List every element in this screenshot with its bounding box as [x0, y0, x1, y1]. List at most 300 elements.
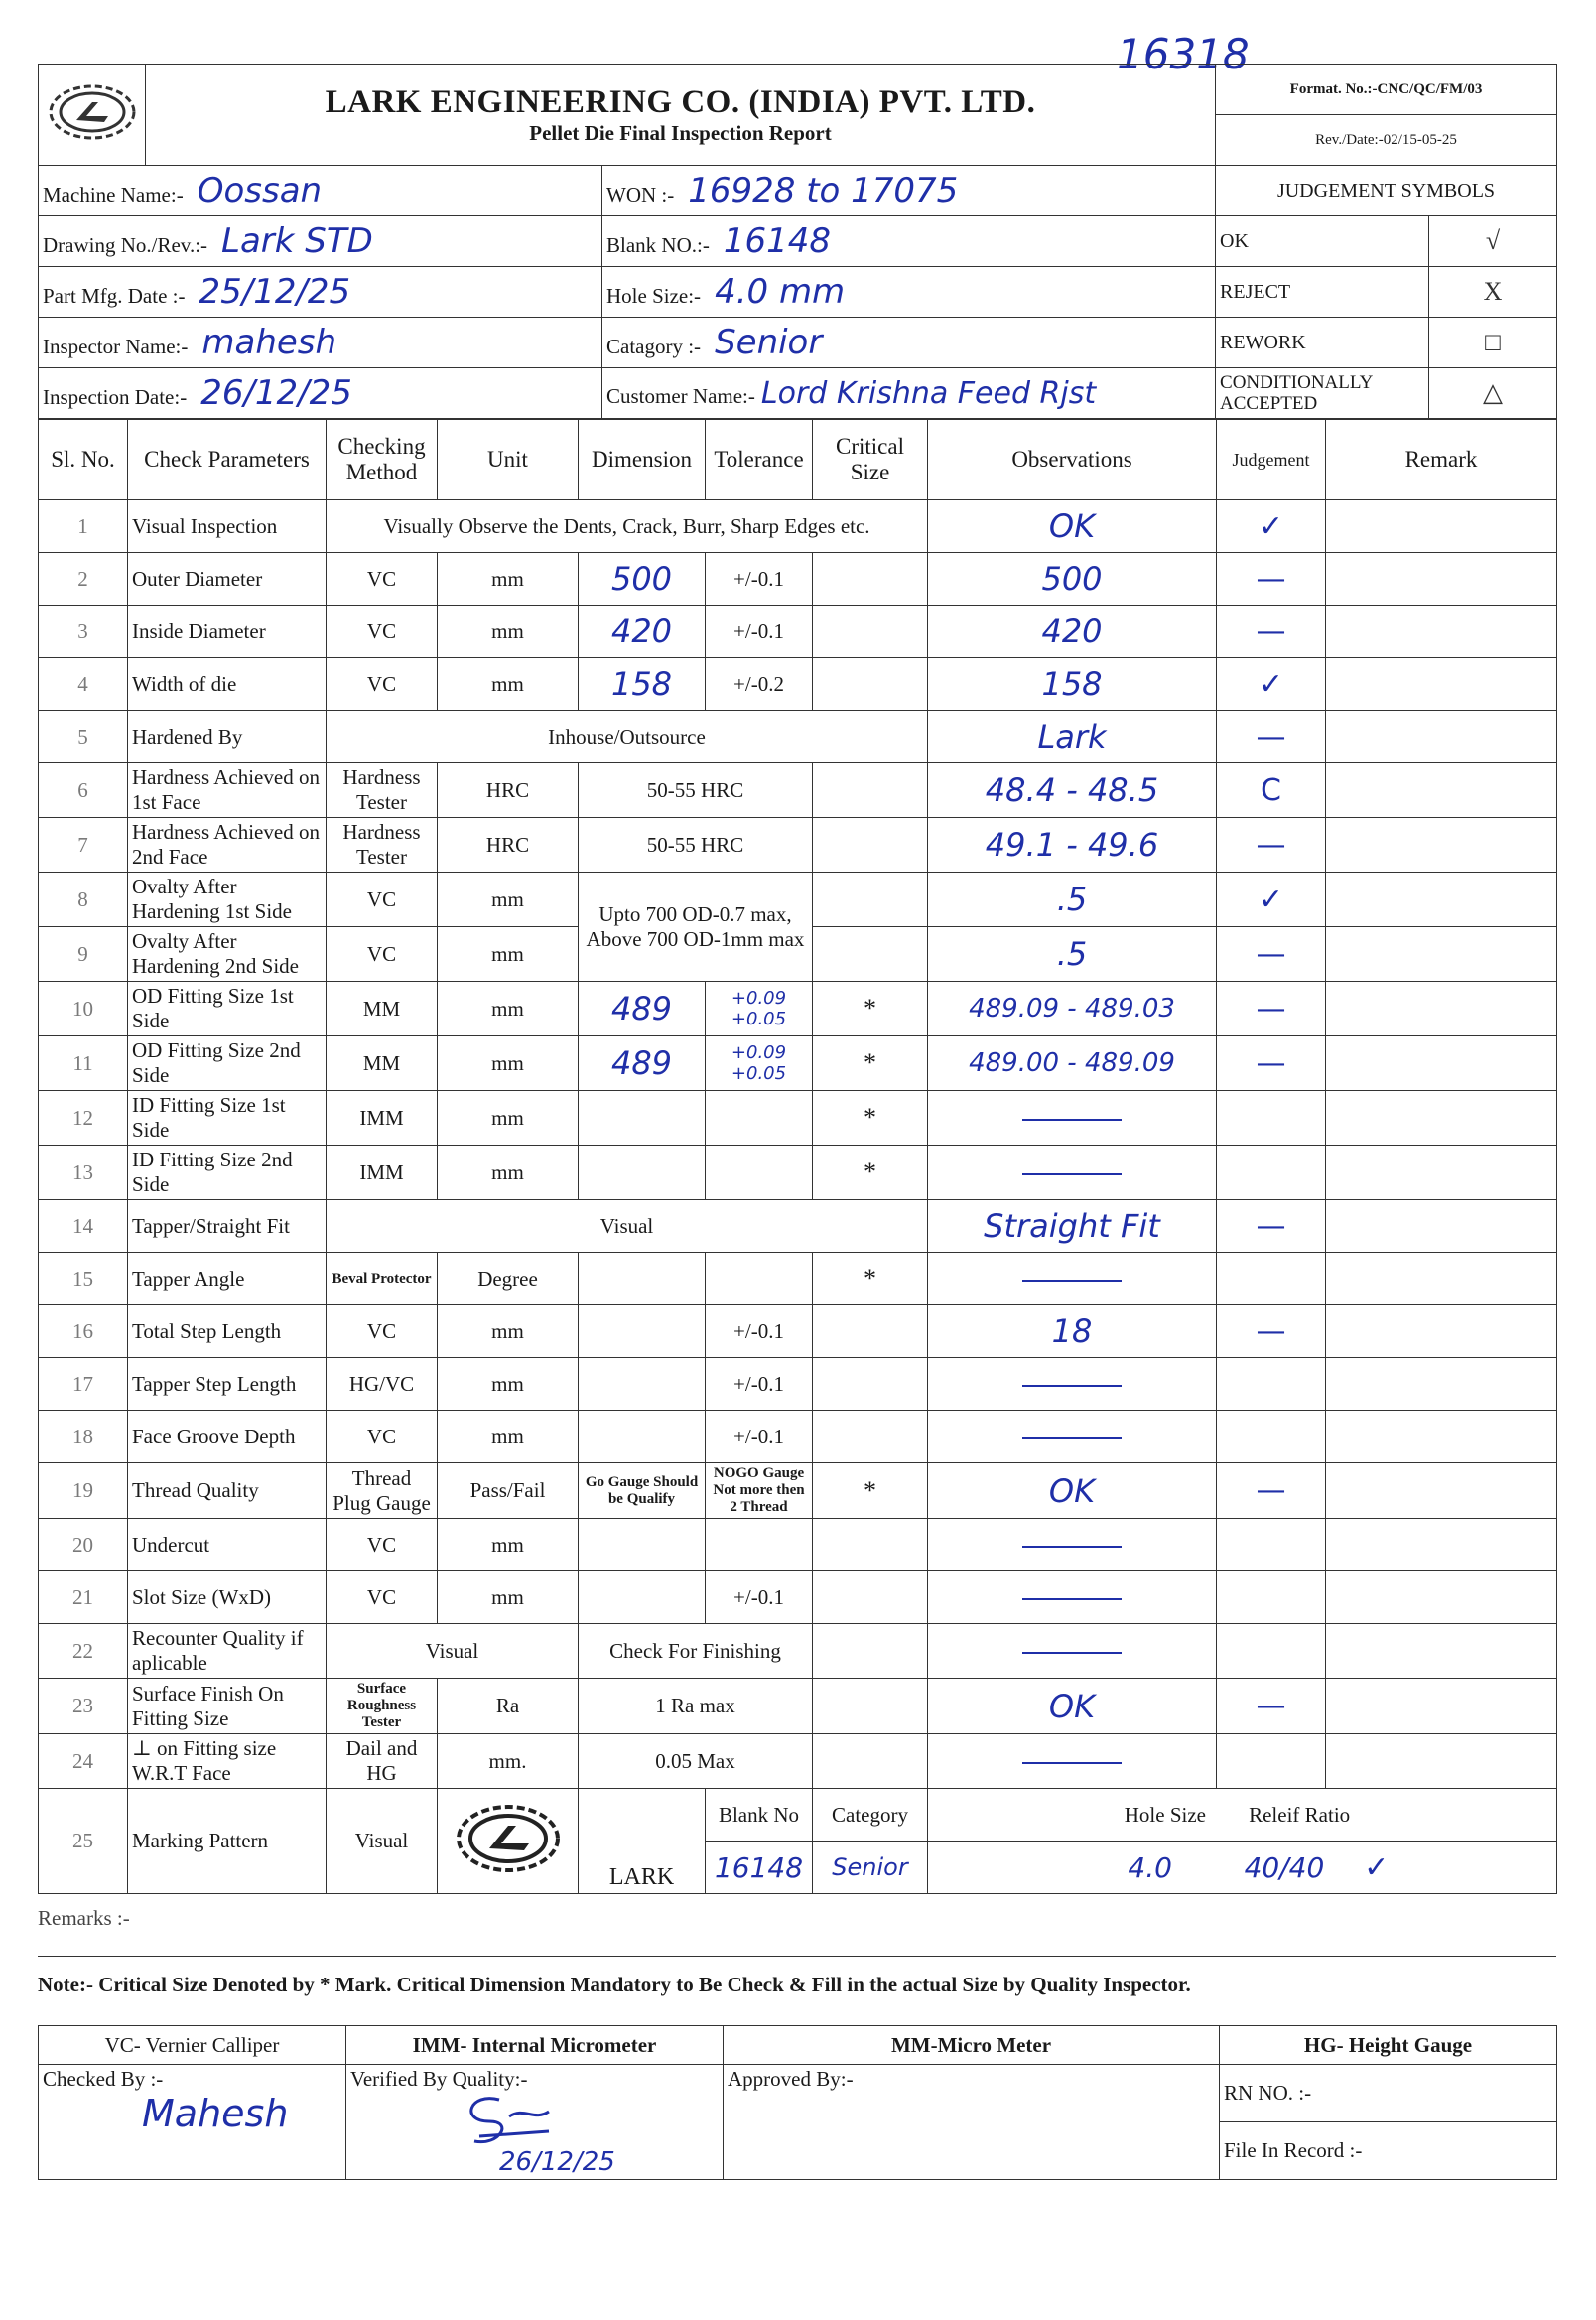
row-observation: OK — [928, 1679, 1217, 1734]
row-judgement: ✓ — [1217, 873, 1326, 927]
row-remark — [1326, 553, 1557, 606]
marking-logo-text: LARK — [579, 1789, 706, 1894]
symbol-ok-label: OK — [1216, 216, 1429, 267]
table-row — [39, 1679, 1557, 1734]
row-sl: 8 — [39, 873, 128, 927]
table-row — [39, 711, 1557, 763]
row-remark — [1326, 1091, 1557, 1146]
row-critical: * — [813, 1036, 928, 1091]
marking-hole-relief — [928, 1842, 1557, 1894]
row-sl: 5 — [39, 711, 128, 763]
row-critical: * — [813, 982, 928, 1036]
row-sl: 4 — [39, 658, 128, 711]
row-unit: mm — [438, 1146, 579, 1200]
observation-dash — [1022, 1598, 1122, 1600]
row-parameter: ID Fitting Size 2nd Side — [128, 1146, 327, 1200]
row-method: VC — [327, 658, 438, 711]
company-name: LARK ENGINEERING CO. (INDIA) PVT. LTD. — [325, 83, 1036, 120]
row-sl: 11 — [39, 1036, 128, 1091]
row-observation: 500 — [928, 553, 1217, 606]
row-sl: 14 — [39, 1200, 128, 1253]
legend-vc: VC- Vernier Calliper — [39, 2026, 346, 2065]
observation-dash — [1022, 1546, 1122, 1548]
row-sl: 24 — [39, 1734, 128, 1789]
col-dimension: Dimension — [579, 420, 706, 500]
row-method: HG/VC — [327, 1358, 438, 1411]
row-observation: 489.00 - 489.09 — [928, 1036, 1217, 1091]
row-remark — [1326, 658, 1557, 711]
row-remark — [1326, 1253, 1557, 1305]
row-merged-spec: Visual — [327, 1200, 928, 1253]
row-tolerance: +/-0.2 — [706, 658, 813, 711]
verified-by-cell — [346, 2065, 724, 2180]
row-remark — [1326, 982, 1557, 1036]
row-dimension-tolerance: 0.05 Max — [579, 1734, 813, 1789]
revision-date: Rev./Date:-02/15-05-25 — [1216, 115, 1557, 166]
row-sl: 13 — [39, 1146, 128, 1200]
table-row — [39, 1253, 1557, 1305]
table-row — [39, 1734, 1557, 1789]
col-checking-method: Checking Method — [327, 420, 438, 500]
row-remark — [1326, 1624, 1557, 1679]
row-sl: 20 — [39, 1519, 128, 1571]
row-judgement — [1217, 1734, 1326, 1789]
col-observations: Observations — [928, 420, 1217, 500]
table-row — [39, 1200, 1557, 1253]
row-sl: 25 — [39, 1789, 128, 1894]
row-dimension — [579, 1571, 706, 1624]
observation-dash — [1022, 1385, 1122, 1387]
row-sl: 7 — [39, 818, 128, 873]
observation-dash — [1022, 1762, 1122, 1764]
row-remark — [1326, 500, 1557, 553]
row-observation: Lark — [928, 711, 1217, 763]
row-observation: 158 — [928, 658, 1217, 711]
observation-dash — [1022, 1437, 1122, 1439]
col-remark: Remark — [1326, 420, 1557, 500]
row-observation: 49.1 - 49.6 — [928, 818, 1217, 873]
row-parameter: Surface Finish On Fitting Size — [128, 1679, 327, 1734]
marking-head-hole-relief — [928, 1789, 1557, 1842]
col-judgement: Judgement — [1217, 420, 1326, 500]
row-sl: 16 — [39, 1305, 128, 1358]
observation-dash — [1022, 1119, 1122, 1121]
verified-date: 26/12/25 — [499, 2147, 615, 2177]
row-unit: mm — [438, 927, 579, 982]
row-observation — [928, 1624, 1217, 1679]
row-sl: 17 — [39, 1358, 128, 1411]
row-observation: 420 — [928, 606, 1217, 658]
report-title: Pellet Die Final Inspection Report — [529, 120, 832, 145]
marking-blank-no: 16148 — [706, 1842, 813, 1894]
row-parameter: Tapper Angle — [128, 1253, 327, 1305]
row-remark — [1326, 1036, 1557, 1091]
row-critical — [813, 873, 928, 927]
row-parameter: Recounter Quality if aplicable — [128, 1624, 327, 1679]
row-method: VC — [327, 1305, 438, 1358]
row-remark — [1326, 1305, 1557, 1358]
table-row — [39, 1411, 1557, 1463]
row-remark — [1326, 1411, 1557, 1463]
row-critical — [813, 1734, 928, 1789]
row-remark — [1326, 927, 1557, 982]
row-remark — [1326, 711, 1557, 763]
row-critical — [813, 1519, 928, 1571]
field-blank-no: Blank NO.:- 16148 — [602, 216, 1216, 267]
row-unit: mm. — [438, 1734, 579, 1789]
row-parameter: Tapper Step Length — [128, 1358, 327, 1411]
remarks-label: Remarks :- — [38, 1906, 130, 1930]
row-method: Beval Protector — [327, 1253, 438, 1305]
table-row — [39, 763, 1557, 818]
verified-by-label: Verified By Quality:- — [350, 2067, 528, 2091]
table-row — [39, 982, 1557, 1036]
marking-head-hole-size: Hole Size — [1124, 1802, 1206, 1827]
row-unit: mm — [438, 1305, 579, 1358]
row-unit: mm — [438, 1091, 579, 1146]
row-parameter: Visual Inspection — [128, 500, 327, 553]
row-critical — [813, 1411, 928, 1463]
checked-by-cell — [39, 2065, 346, 2180]
row-dimension — [579, 1411, 706, 1463]
row-unit: Ra — [438, 1679, 579, 1734]
file-in-record-label: File In Record :- — [1220, 2122, 1557, 2180]
row-tolerance: NOGO Gauge Not more then 2 Thread — [706, 1463, 813, 1519]
row-dimension-tolerance: 50-55 HRC — [579, 763, 813, 818]
table-row — [39, 1146, 1557, 1200]
table-row — [39, 1519, 1557, 1571]
row-unit: mm — [438, 1411, 579, 1463]
row-tolerance: +/-0.1 — [706, 1358, 813, 1411]
row-parameter: Inside Diameter — [128, 606, 327, 658]
field-part-mfg-date: Part Mfg. Date :- 25/12/25 — [39, 267, 602, 318]
row-sl: 3 — [39, 606, 128, 658]
gear-logo-icon — [45, 80, 140, 144]
table-row — [39, 553, 1557, 606]
row-critical — [813, 927, 928, 982]
row-judgement: C — [1217, 763, 1326, 818]
row-unit: mm — [438, 1358, 579, 1411]
row-method: MM — [327, 1036, 438, 1091]
row-sl: 23 — [39, 1679, 128, 1734]
row-method: IMM — [327, 1091, 438, 1146]
marking-head-category: Category — [813, 1789, 928, 1842]
field-machine-name: Machine Name:- Oossan — [39, 166, 602, 216]
approved-by-label: Approved By:- — [724, 2065, 1220, 2180]
row-parameter: Ovalty After Hardening 2nd Side — [128, 927, 327, 982]
row-observation — [928, 1146, 1217, 1200]
row-method: Visual — [327, 1789, 438, 1894]
row-tolerance: +/-0.1 — [706, 606, 813, 658]
row-critical — [813, 818, 928, 873]
row-judgement — [1217, 1091, 1326, 1146]
row-observation: 48.4 - 48.5 — [928, 763, 1217, 818]
row-critical: * — [813, 1146, 928, 1200]
company-logo — [39, 65, 146, 166]
table-row — [39, 500, 1557, 553]
row-judgement: — — [1217, 1200, 1326, 1253]
field-drawing-no: Drawing No./Rev.:- Lark STD — [39, 216, 602, 267]
row-dimension-tolerance: 1 Ra max — [579, 1679, 813, 1734]
row-parameter: Undercut — [128, 1519, 327, 1571]
row-remark — [1326, 763, 1557, 818]
row-tolerance — [706, 1091, 813, 1146]
row-judgement: — — [1217, 606, 1326, 658]
row-dimension: 489 — [579, 1036, 706, 1091]
row-dimension: 489 — [579, 982, 706, 1036]
row-critical: * — [813, 1091, 928, 1146]
row-unit: mm — [438, 553, 579, 606]
row-tolerance: +/-0.1 — [706, 1411, 813, 1463]
row-remark — [1326, 818, 1557, 873]
field-category: Catagory :- Senior — [602, 318, 1216, 368]
row-method: VC — [327, 927, 438, 982]
table-row — [39, 658, 1557, 711]
row-judgement — [1217, 1411, 1326, 1463]
row-observation: .5 — [928, 873, 1217, 927]
row-unit: mm — [438, 1571, 579, 1624]
row-sl: 18 — [39, 1411, 128, 1463]
rn-no-label: RN NO. :- — [1220, 2065, 1557, 2122]
row-observation: 18 — [928, 1305, 1217, 1358]
table-row — [39, 1036, 1557, 1091]
row-judgement — [1217, 1253, 1326, 1305]
row-method: Visual — [327, 1624, 579, 1679]
symbol-rework-label: REWORK — [1216, 318, 1429, 368]
row-parameter: Thread Quality — [128, 1463, 327, 1519]
row-unit: mm — [438, 1036, 579, 1091]
observation-dash — [1022, 1652, 1122, 1654]
lark-logo-icon — [454, 1800, 563, 1877]
col-critical-size: Critical Size — [813, 420, 928, 500]
ok-symbol-icon: √ — [1429, 216, 1557, 267]
row-critical — [813, 1624, 928, 1679]
row-sl: 2 — [39, 553, 128, 606]
row-judgement — [1217, 1146, 1326, 1200]
col-tolerance: Tolerance — [706, 420, 813, 500]
row-observation: .5 — [928, 927, 1217, 982]
row-judgement — [1217, 1571, 1326, 1624]
table-row — [39, 1358, 1557, 1411]
row-tolerance: +/-0.1 — [706, 1305, 813, 1358]
row-dimension: 420 — [579, 606, 706, 658]
row-tolerance — [706, 1146, 813, 1200]
row-remark — [1326, 1200, 1557, 1253]
row-judgement: — — [1217, 818, 1326, 873]
row-parameter: Width of die — [128, 658, 327, 711]
legend-imm: IMM- Internal Micrometer — [346, 2026, 724, 2065]
marking-judgement: ✓ — [1364, 1849, 1390, 1885]
field-won: WON :- 16928 to 17075 — [602, 166, 1216, 216]
row-judgement: ✓ — [1217, 658, 1326, 711]
row-dimension — [579, 1253, 706, 1305]
row-observation — [928, 1734, 1217, 1789]
field-inspection-date: Inspection Date:- 26/12/25 — [39, 368, 602, 419]
row-critical — [813, 606, 928, 658]
row-tolerance: +/-0.1 — [706, 1571, 813, 1624]
row-critical — [813, 1571, 928, 1624]
row-tolerance: +/-0.1 — [706, 553, 813, 606]
observation-dash — [1022, 1280, 1122, 1282]
row-critical — [813, 1358, 928, 1411]
row-remark — [1326, 1519, 1557, 1571]
judgement-symbols-title: JUDGEMENT SYMBOLS — [1216, 166, 1557, 216]
row-parameter: Face Groove Depth — [128, 1411, 327, 1463]
row-judgement: — — [1217, 1679, 1326, 1734]
row-unit: mm — [438, 658, 579, 711]
row-sl: 12 — [39, 1091, 128, 1146]
row-sl: 9 — [39, 927, 128, 982]
checked-by-signature: Mahesh — [142, 2092, 289, 2135]
row-judgement — [1217, 1624, 1326, 1679]
row-dimension: 158 — [579, 658, 706, 711]
row-observation — [928, 1253, 1217, 1305]
field-customer-name: Customer Name:- Lord Krishna Feed Rjst — [602, 368, 1216, 419]
row-judgement: — — [1217, 927, 1326, 982]
row-tolerance: +0.09 +0.05 — [706, 1036, 813, 1091]
row-method: Hardness Tester — [327, 818, 438, 873]
row-observation — [928, 1519, 1217, 1571]
row-method: Dail and HG — [327, 1734, 438, 1789]
row-parameter: Total Step Length — [128, 1305, 327, 1358]
table-row — [39, 818, 1557, 873]
table-header-row — [39, 420, 1557, 500]
observation-dash — [1022, 1173, 1122, 1175]
table-row — [39, 1091, 1557, 1146]
row-dimension-tolerance: 50-55 HRC — [579, 818, 813, 873]
row-parameter: OD Fitting Size 1st Side — [128, 982, 327, 1036]
inspection-report — [38, 64, 1556, 2180]
verified-signature — [350, 2092, 569, 2151]
row-unit: Pass/Fail — [438, 1463, 579, 1519]
marking-pattern-row — [39, 1789, 1557, 1842]
row-remark — [1326, 606, 1557, 658]
row-merged-spec: Visually Observe the Dents, Crack, Burr, Sharp Edges etc. — [327, 500, 928, 553]
table-row — [39, 1571, 1557, 1624]
row-method: VC — [327, 1571, 438, 1624]
row-method: VC — [327, 873, 438, 927]
row-method: Surface Roughness Tester — [327, 1679, 438, 1734]
row-method: VC — [327, 553, 438, 606]
row-remark — [1326, 1463, 1557, 1519]
marking-head-blank-no: Blank No — [706, 1789, 813, 1842]
row-method: VC — [327, 1411, 438, 1463]
row-remark — [1326, 1146, 1557, 1200]
format-number: Format. No.:-CNC/QC/FM/03 — [1216, 65, 1557, 115]
row-sl: 10 — [39, 982, 128, 1036]
row-dimension-tolerance: Check For Finishing — [579, 1624, 813, 1679]
row-unit: mm — [438, 606, 579, 658]
row-remark — [1326, 1734, 1557, 1789]
row-dimension — [579, 1091, 706, 1146]
row-critical: * — [813, 1253, 928, 1305]
legend-hg: HG- Height Gauge — [1220, 2026, 1557, 2065]
symbol-reject-label: REJECT — [1216, 267, 1429, 318]
marking-category: Senior — [813, 1842, 928, 1894]
row-judgement — [1217, 1358, 1326, 1411]
legend-mm: MM-Micro Meter — [724, 2026, 1220, 2065]
row-critical — [813, 553, 928, 606]
row-tolerance: +0.09 +0.05 — [706, 982, 813, 1036]
row-judgement: — — [1217, 1463, 1326, 1519]
row-critical — [813, 1305, 928, 1358]
symbol-conditional-label: CONDITIONALLY ACCEPTED — [1216, 368, 1429, 419]
row-unit: mm — [438, 982, 579, 1036]
row-unit: Degree — [438, 1253, 579, 1305]
row-dimension — [579, 1519, 706, 1571]
row-method: MM — [327, 982, 438, 1036]
row-remark — [1326, 873, 1557, 927]
row-parameter: Hardness Achieved on 1st Face — [128, 763, 327, 818]
row-parameter: ⊥ on Fitting size W.R.T Face — [128, 1734, 327, 1789]
row-observation — [928, 1358, 1217, 1411]
row-judgement — [1217, 1519, 1326, 1571]
col-check-parameters: Check Parameters — [128, 420, 327, 500]
row-sl: 19 — [39, 1463, 128, 1519]
row-remark — [1326, 1679, 1557, 1734]
checked-by-label: Checked By :- — [43, 2067, 164, 2091]
row-sl: 15 — [39, 1253, 128, 1305]
title-block — [146, 65, 1216, 166]
row-sl: 6 — [39, 763, 128, 818]
field-inspector-name: Inspector Name:- mahesh — [39, 318, 602, 368]
conditional-symbol-icon: △ — [1429, 368, 1557, 419]
marking-head-relief-ratio: Releif Ratio — [1249, 1802, 1351, 1827]
row-parameter: Marking Pattern — [128, 1789, 327, 1894]
row-dimension: 500 — [579, 553, 706, 606]
row-parameter: Ovalty After Hardening 1st Side — [128, 873, 327, 927]
document-number: 16318 — [1117, 30, 1250, 78]
row-method: Hardness Tester — [327, 763, 438, 818]
row-critical — [813, 658, 928, 711]
row-dimension: Go Gauge Should be Qualify — [579, 1463, 706, 1519]
row-critical: * — [813, 1463, 928, 1519]
rework-symbol-icon: □ — [1429, 318, 1557, 368]
row-critical — [813, 763, 928, 818]
row-unit: mm — [438, 873, 579, 927]
row-dimension-tolerance: Upto 700 OD-0.7 max, Above 700 OD-1mm max — [579, 873, 813, 982]
row-parameter: ID Fitting Size 1st Side — [128, 1091, 327, 1146]
signature-footer — [38, 2025, 1557, 2180]
row-observation — [928, 1571, 1217, 1624]
row-method: VC — [327, 606, 438, 658]
row-dimension — [579, 1358, 706, 1411]
marking-relief-ratio: 40/40 — [1244, 1850, 1325, 1884]
table-row — [39, 873, 1557, 927]
row-parameter: OD Fitting Size 2nd Side — [128, 1036, 327, 1091]
row-sl: 22 — [39, 1624, 128, 1679]
row-tolerance — [706, 1253, 813, 1305]
row-judgement: — — [1217, 1036, 1326, 1091]
col-unit: Unit — [438, 420, 579, 500]
row-remark — [1326, 1571, 1557, 1624]
row-dimension — [579, 1146, 706, 1200]
row-parameter: Outer Diameter — [128, 553, 327, 606]
field-hole-size: Hole Size:- 4.0 mm — [602, 267, 1216, 318]
marking-hole-size: 4.0 — [1128, 1850, 1172, 1884]
row-observation: OK — [928, 500, 1217, 553]
col-sl-no: Sl. No. — [39, 420, 128, 500]
row-sl: 1 — [39, 500, 128, 553]
row-judgement: ✓ — [1217, 500, 1326, 553]
row-parameter: Tapper/Straight Fit — [128, 1200, 327, 1253]
table-row — [39, 1305, 1557, 1358]
table-row — [39, 606, 1557, 658]
row-unit: HRC — [438, 818, 579, 873]
row-method: Thread Plug Gauge — [327, 1463, 438, 1519]
row-judgement: — — [1217, 982, 1326, 1036]
row-method: IMM — [327, 1146, 438, 1200]
